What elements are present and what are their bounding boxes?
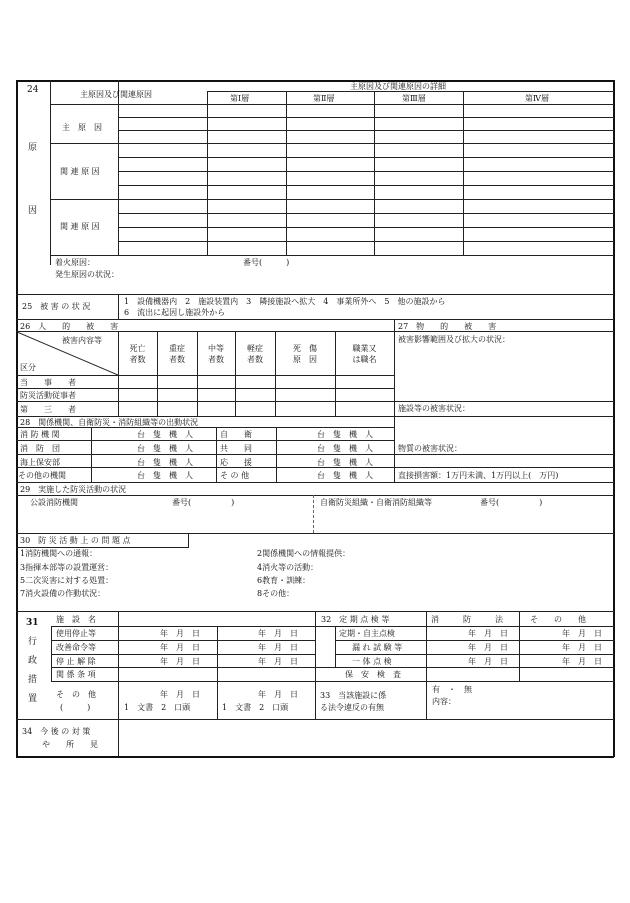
- section-24-number: 24: [27, 85, 39, 95]
- rule: [118, 185, 614, 186]
- human-damage-label: 26 人 的 被 害: [20, 322, 119, 331]
- unit-label: 台 隻 機 人: [137, 471, 193, 480]
- self-defense-number: 番号( ): [480, 498, 543, 507]
- rule: [51, 640, 315, 641]
- related-article-label: 関 係 条 項: [56, 670, 96, 679]
- self-defense-org-label: 自衛防災組織・自衛消防組織等: [320, 498, 432, 507]
- layer-3-header: 第Ⅲ層: [402, 94, 426, 103]
- date-field: 年 月 日: [258, 629, 298, 638]
- rule: [118, 80, 119, 255]
- other-measure-label: そ の 他: [56, 690, 96, 699]
- row-self-defense: 自 衛: [220, 430, 252, 439]
- dashed-divider: [313, 495, 314, 533]
- activities-label: 29 実施した防災活動の状況: [20, 485, 127, 494]
- problem-2: 2関係機関への情報提供：: [257, 549, 351, 558]
- minor-header: 軽症 者数: [247, 344, 263, 364]
- unit-label: 台 隻 機 人: [317, 430, 373, 439]
- document-oral: 1 文書 2 口頭: [124, 703, 191, 712]
- rule: [16, 319, 614, 320]
- damage-status-label: 25 被 害 の 状 況: [22, 302, 91, 311]
- rule: [118, 611, 119, 719]
- rule: [51, 654, 315, 655]
- row-party: 当 事 者: [20, 378, 76, 387]
- rule: [16, 294, 614, 295]
- rule: [50, 80, 51, 265]
- date-field: 年 月 日: [468, 643, 508, 652]
- row-coast-guard: 海上保安部: [20, 458, 60, 467]
- rule: [335, 626, 336, 667]
- date-field: 年 月 日: [258, 690, 298, 699]
- rule: [394, 416, 395, 482]
- violation-content-label: 内容：: [432, 697, 456, 706]
- goods-damage-label: 物質の被害状況：: [398, 444, 462, 453]
- unit-label: 台 隻 機 人: [317, 471, 373, 480]
- outer-bottom: [16, 756, 614, 758]
- date-field: 年 月 日: [562, 629, 602, 638]
- date-field: 年 月 日: [258, 657, 298, 666]
- document-oral: 1 文書 2 口頭: [222, 703, 289, 712]
- periodic-inspection-label: 32 定 期 点 検 等: [321, 615, 390, 624]
- damage-status-options-2: 6 流出に起因し施設外から: [124, 308, 226, 317]
- rule: [426, 681, 427, 719]
- related-cause-label-2: 関 連 原 因: [60, 222, 100, 231]
- problem-1: 1消防機関への通報：: [20, 549, 98, 558]
- problem-6: 6教育・訓練：: [257, 576, 311, 585]
- problem-8: 8その他：: [257, 589, 295, 598]
- public-fire-label: 公設消防機関: [30, 498, 78, 507]
- date-field: 年 月 日: [562, 643, 602, 652]
- admin-side-1: 行: [28, 637, 38, 647]
- date-field: 年 月 日: [160, 629, 200, 638]
- security-inspection: 保 安 検 査: [345, 670, 401, 679]
- facility-name-label: 施 設 名: [56, 615, 96, 624]
- violation-label-1: 33 当該施設に係: [320, 691, 387, 700]
- spread-status-label: 被害影響範囲及び拡大の状況：: [398, 335, 510, 344]
- layer-2-header: 第Ⅱ層: [313, 94, 335, 103]
- unit-label: 台 隻 機 人: [137, 458, 193, 467]
- rule: [207, 91, 614, 92]
- row-other: そ の 他: [220, 471, 250, 480]
- problem-3: 3指揮本部等の設置運営：: [20, 563, 114, 572]
- row-third-party: 第 三 者: [20, 405, 76, 414]
- category-header: 区分: [20, 363, 36, 372]
- problem-7: 7消火設備の作動状況：: [20, 589, 106, 598]
- leak-test: 漏 れ 試 験 等: [352, 643, 403, 652]
- problem-5: 5二次災害に対する処置：: [20, 576, 114, 585]
- rule: [118, 294, 119, 319]
- rule: [463, 91, 464, 255]
- unit-label: 台 隻 機 人: [317, 458, 373, 467]
- rule: [118, 719, 119, 756]
- rule: [16, 482, 614, 483]
- rule: [16, 388, 394, 389]
- section-31-number: 31: [26, 618, 39, 628]
- damage-status-options-1: 1 設備機器内 2 施設装置内 3 隣接施設へ拡大 4 事業所外へ 5 他の施設から: [124, 297, 446, 306]
- rule: [16, 533, 614, 534]
- severe-header: 重症 者数: [169, 344, 185, 364]
- future-measures-label-2: や 所 見: [42, 740, 98, 749]
- lifting-label: 停 止 解 除: [56, 657, 96, 666]
- rule: [51, 626, 615, 627]
- damage-content-header: 被害内容等: [62, 336, 102, 345]
- row-joint: 共 同: [220, 444, 252, 453]
- outer-left: [16, 80, 18, 757]
- violation-yes-no: 有 ・ 無: [432, 685, 472, 694]
- occurrence-cause-label: 発生原因の状況：: [55, 270, 119, 279]
- occupation-header: 職業又 は職名: [352, 344, 377, 364]
- row-support: 応 援: [220, 458, 252, 467]
- rule: [16, 401, 614, 402]
- problems-label: 30 防 災 活 動 上 の 問 題 点: [20, 536, 131, 545]
- admin-side-4: 置: [28, 694, 38, 704]
- date-field: 年 月 日: [468, 657, 508, 666]
- dispatch-status-label: 28 関係機関、自衛防災・消防組織等の出動状況: [20, 418, 199, 427]
- rule: [16, 416, 614, 417]
- rule: [16, 454, 614, 455]
- layer-1-header: 第Ⅰ層: [230, 94, 250, 103]
- violation-label-2: る法令違反の有無: [320, 703, 384, 712]
- public-fire-number: 番号( ): [172, 498, 235, 507]
- rule: [315, 681, 615, 682]
- other-measure-paren: ( ): [60, 703, 91, 712]
- row-fire-department: 消 防 機 関: [20, 430, 60, 439]
- rule: [374, 91, 375, 255]
- problem-4: 4消火等の活動：: [257, 563, 319, 572]
- suspension-label: 使用停止等: [56, 629, 96, 638]
- rule: [315, 611, 316, 719]
- rule: [16, 375, 394, 376]
- rule: [16, 467, 614, 468]
- unit-label: 台 隻 機 人: [137, 444, 193, 453]
- property-damage-label: 27 物 的 被 害: [398, 322, 497, 331]
- direct-loss-label: 直接損害額：1万円未満、1万円以上( 万円): [398, 471, 559, 480]
- rule: [51, 681, 315, 682]
- rule: [335, 654, 615, 655]
- rule: [118, 130, 614, 131]
- date-field: 年 月 日: [258, 643, 298, 652]
- ignition-number-label: 番号( ): [243, 258, 290, 267]
- cause-detail-header: 主原因及び関連原因の詳細: [350, 82, 446, 91]
- integrated-inspection: 一 体 点 検: [352, 657, 392, 666]
- date-field: 年 月 日: [160, 690, 200, 699]
- row-fire-brigade: 消 防 団: [20, 444, 60, 453]
- unit-label: 台 隻 機 人: [317, 444, 373, 453]
- rule: [118, 117, 614, 118]
- ignition-cause-label: 着火原因：: [55, 258, 95, 267]
- layer-4-header: 第Ⅳ層: [525, 94, 549, 103]
- cause-column-header: 主原因及び関連原因: [80, 90, 152, 99]
- rule: [50, 199, 614, 200]
- date-field: 年 月 日: [468, 629, 508, 638]
- admin-side-3: 措: [28, 675, 38, 685]
- date-field: 年 月 日: [160, 657, 200, 666]
- date-field: 年 月 日: [562, 657, 602, 666]
- cause-side-label-top: 原: [28, 143, 38, 153]
- rule: [50, 104, 614, 105]
- rule: [16, 719, 614, 720]
- rule: [207, 91, 208, 255]
- rule: [16, 495, 614, 496]
- outer-right: [613, 80, 615, 757]
- unit-label: 台 隻 機 人: [137, 430, 193, 439]
- rule: [118, 241, 614, 242]
- rule: [50, 255, 614, 256]
- rule: [426, 611, 427, 681]
- rule: [118, 213, 614, 214]
- rule: [16, 547, 189, 548]
- rule: [50, 143, 614, 144]
- rule: [118, 157, 614, 158]
- rule: [16, 427, 394, 428]
- main-cause-label: 主 原 因: [62, 123, 102, 132]
- rule: [286, 91, 287, 255]
- admin-side-2: 政: [28, 656, 38, 666]
- rule: [335, 640, 615, 641]
- related-cause-label-1: 関 連 原 因: [60, 167, 100, 176]
- other-header: そ の 他: [530, 615, 586, 624]
- outer-top: [16, 80, 614, 82]
- facility-damage-label: 施設等の被害状況：: [398, 404, 470, 413]
- rule: [16, 440, 394, 441]
- rule: [118, 171, 614, 172]
- rule: [118, 227, 614, 228]
- rule: [51, 667, 615, 668]
- periodic-self-inspection: 定期・自主点検: [339, 629, 395, 638]
- moderate-header: 中等 者数: [208, 344, 224, 364]
- date-field: 年 月 日: [160, 643, 200, 652]
- fire-law-header: 消 防 法: [431, 615, 503, 624]
- casualty-cause-header: 死 傷 原 因: [293, 344, 317, 364]
- rule: [519, 611, 520, 681]
- cause-side-label-bottom: 因: [28, 206, 38, 216]
- deaths-header: 死亡 者数: [129, 344, 146, 364]
- row-other-agency: その他の機関: [18, 471, 66, 480]
- future-measures-label-1: 34 今 後 の 対 策: [22, 727, 91, 736]
- improvement-order-label: 改善命令等: [56, 643, 96, 652]
- row-responder: 防災活動従事者: [20, 391, 76, 400]
- rule: [188, 533, 189, 547]
